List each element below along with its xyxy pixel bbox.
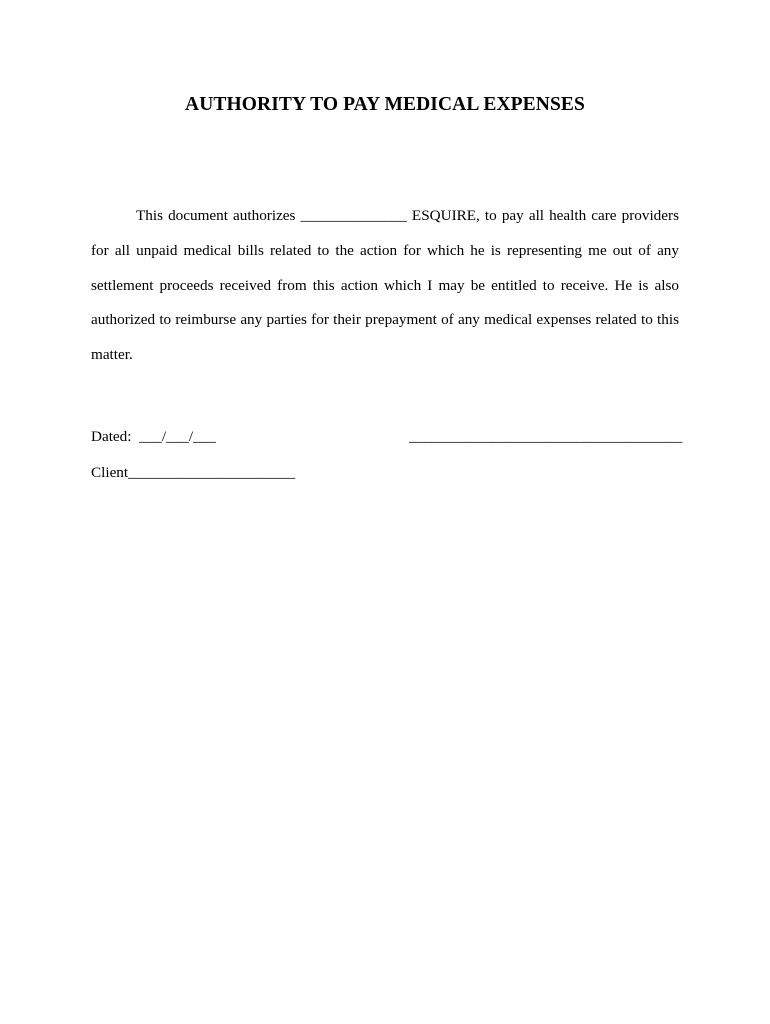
date-blank: ___/___/___ — [139, 428, 216, 445]
body-paragraph — [91, 199, 679, 373]
client-line: Client______________________ — [91, 464, 296, 481]
signature-line: ____________________________________ — [409, 428, 683, 445]
body-text: This document authorizes ______________ ESQUIRE, to pay all health care providers for all unpaid medical bills related to the action for which he is representing me out of any settlement proceeds received from this action which I may be entitled to receive. He is also authorized to reimburse any parties for their prepayment of any medical expenses related to this matter. — [91, 207, 679, 364]
document-title: AUTHORITY TO PAY MEDICAL EXPENSES — [185, 94, 585, 115]
dated-label: Dated: — [91, 428, 132, 445]
dated-row — [91, 427, 216, 447]
